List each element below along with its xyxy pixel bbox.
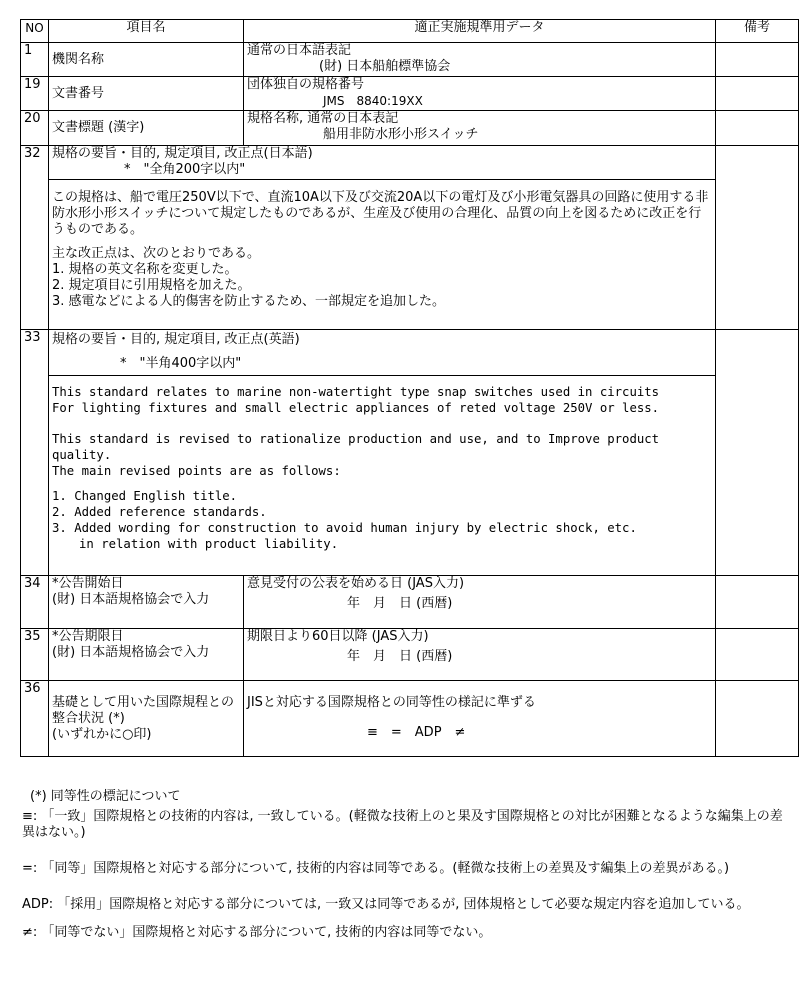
english-line: For lighting fixtures and small electric appliances of reted voltage 250V or less. (52, 401, 660, 415)
summary-english (49, 376, 716, 576)
remarks-cell (716, 43, 799, 77)
table-row (21, 576, 799, 629)
row-no: 36 (21, 681, 49, 757)
item-line: *公告開始日 (52, 576, 124, 591)
heading-line: 規格の要旨・目的, 規定項目, 改正点(日本語) (52, 146, 313, 161)
note-identical: ≡: 「一致」国際規格との技術的内容は, 一致している。(軽微な技術上のと果及す国際規格との対比が困難となるような編集上の差異はない。) (22, 809, 783, 840)
remarks-cell (716, 330, 799, 576)
item-line: (財) 日本語規格協会で入力 (52, 645, 210, 660)
data-cell (244, 111, 716, 146)
header-data: 適正実施規準用データ (244, 20, 716, 43)
remarks-cell (716, 77, 799, 111)
remarks-cell (716, 629, 799, 681)
section-heading (49, 146, 716, 180)
point-item: 1. 規格の英文名称を変更した。 (52, 262, 238, 277)
item-line: (いずれかに○印) (52, 727, 152, 742)
remarks-cell (716, 146, 799, 330)
data-cell (244, 576, 716, 629)
english-line: quality. (52, 448, 112, 462)
english-line: This standard relates to marine non-watertight type snap switches used in circuits (52, 385, 660, 399)
row-no: 35 (21, 629, 49, 681)
summary-paragraph: この規格は、船で電圧250V以下で、直流10A以下及び交流20A以下の電灯及び小形電気器具の回路に使用する非防水形小形スイッチについて規定したものであるが、生産及び使用の合理化、品質の向上を図るために改正を行うものである。 (52, 190, 709, 237)
points-intro: 主な改正点は、次のとおりである。 (52, 246, 261, 261)
data-line: JISと対応する国際規格との同等性の様記に準ずる (247, 695, 536, 710)
heading-note: * "全角200字以内" (124, 162, 246, 177)
english-line: 1. Changed English title. (52, 489, 238, 503)
section-heading (49, 330, 716, 376)
equivalence-options: ≡ = ADP ≠ (367, 725, 466, 740)
item-name (49, 576, 244, 629)
note-not-equivalent: ≠: 「同等でない」国際規格と対応する部分について, 技術的内容は同等でない。 (22, 925, 492, 940)
table-row (21, 43, 799, 77)
table-row (21, 376, 799, 576)
english-line: The main revised points are as follows: (52, 464, 341, 478)
row-no: 33 (21, 330, 49, 576)
item-name: 文書標題 (漢字) (49, 111, 244, 146)
english-line: This standard is revised to rationalize production and use, and to Improve product (52, 432, 660, 446)
data-line: JMS 8840:19XX (323, 94, 423, 108)
table-row (21, 629, 799, 681)
point-item: 2. 規定項目に引用規格を加えた。 (52, 278, 251, 293)
standard-data-table (20, 19, 799, 757)
table-row (21, 77, 799, 111)
table-row (21, 330, 799, 376)
row-no: 1 (21, 43, 49, 77)
summary-japanese (49, 180, 716, 330)
table-row (21, 146, 799, 180)
item-line: 基礎として用いた国際規程との整合状況 (*) (52, 695, 235, 726)
heading-note: * "半角400字以内" (120, 356, 242, 371)
remarks-cell (716, 111, 799, 146)
remarks-cell (716, 681, 799, 757)
notes-title: (*) 同等性の標記について (30, 789, 181, 804)
point-item: 3. 感電などによる人的傷害を防止するため、一部規定を追加した。 (52, 294, 446, 309)
table-row (21, 681, 799, 757)
english-line: in relation with product liability. (79, 537, 339, 551)
row-no: 20 (21, 111, 49, 146)
date-format: 年 月 日 (西暦) (347, 649, 453, 664)
english-line: 3. Added wording for construction to avoid human injury by electric shock, etc. (52, 521, 637, 535)
table-header-row (21, 20, 799, 43)
data-cell (244, 77, 716, 111)
date-format: 年 月 日 (西暦) (347, 596, 453, 611)
item-name: 機関名称 (49, 43, 244, 77)
data-line: (財) 日本船舶標準協会 (319, 59, 451, 74)
data-line: 意見受付の公表を始める日 (JAS入力) (247, 576, 465, 591)
row-no: 32 (21, 146, 49, 330)
row-no: 19 (21, 77, 49, 111)
item-line: (財) 日本語規格協会で入力 (52, 592, 210, 607)
data-line: 期限日より60日以降 (JAS入力) (247, 629, 429, 644)
data-cell (244, 629, 716, 681)
item-name: 文書番号 (49, 77, 244, 111)
english-line: 2. Added reference standards. (52, 505, 267, 519)
item-name (49, 629, 244, 681)
note-adopted: ADP: 「採用」国際規格と対応する部分については, 一致又は同等であるが, 団体規格として必要な規定内容を追加している。 (22, 897, 750, 912)
note-equivalent: =: 「同等」国際規格と対応する部分について, 技術的内容は同等である。(軽微な技術上の差異及す編集上の差異がある。) (22, 861, 730, 876)
table-row (21, 180, 799, 330)
row-no: 34 (21, 576, 49, 629)
heading-line: 規格の要旨・目的, 規定項目, 改正点(英語) (52, 332, 300, 347)
data-line: 団体独自の規格番号 (247, 77, 365, 92)
data-line: 規格名称, 通常の日本表記 (247, 111, 399, 126)
header-item-name: 項目名 (49, 20, 244, 43)
header-remarks: 備考 (716, 20, 799, 43)
data-line: 通常の日本語表記 (247, 43, 352, 58)
equivalence-notes (22, 789, 792, 941)
data-cell (244, 681, 716, 757)
remarks-cell (716, 576, 799, 629)
data-cell (244, 43, 716, 77)
item-name (49, 681, 244, 757)
table-row (21, 111, 799, 146)
data-line: 船用非防水形小形スイッチ (323, 127, 479, 142)
header-no: NO (21, 20, 49, 43)
item-line: *公告期限日 (52, 629, 124, 644)
